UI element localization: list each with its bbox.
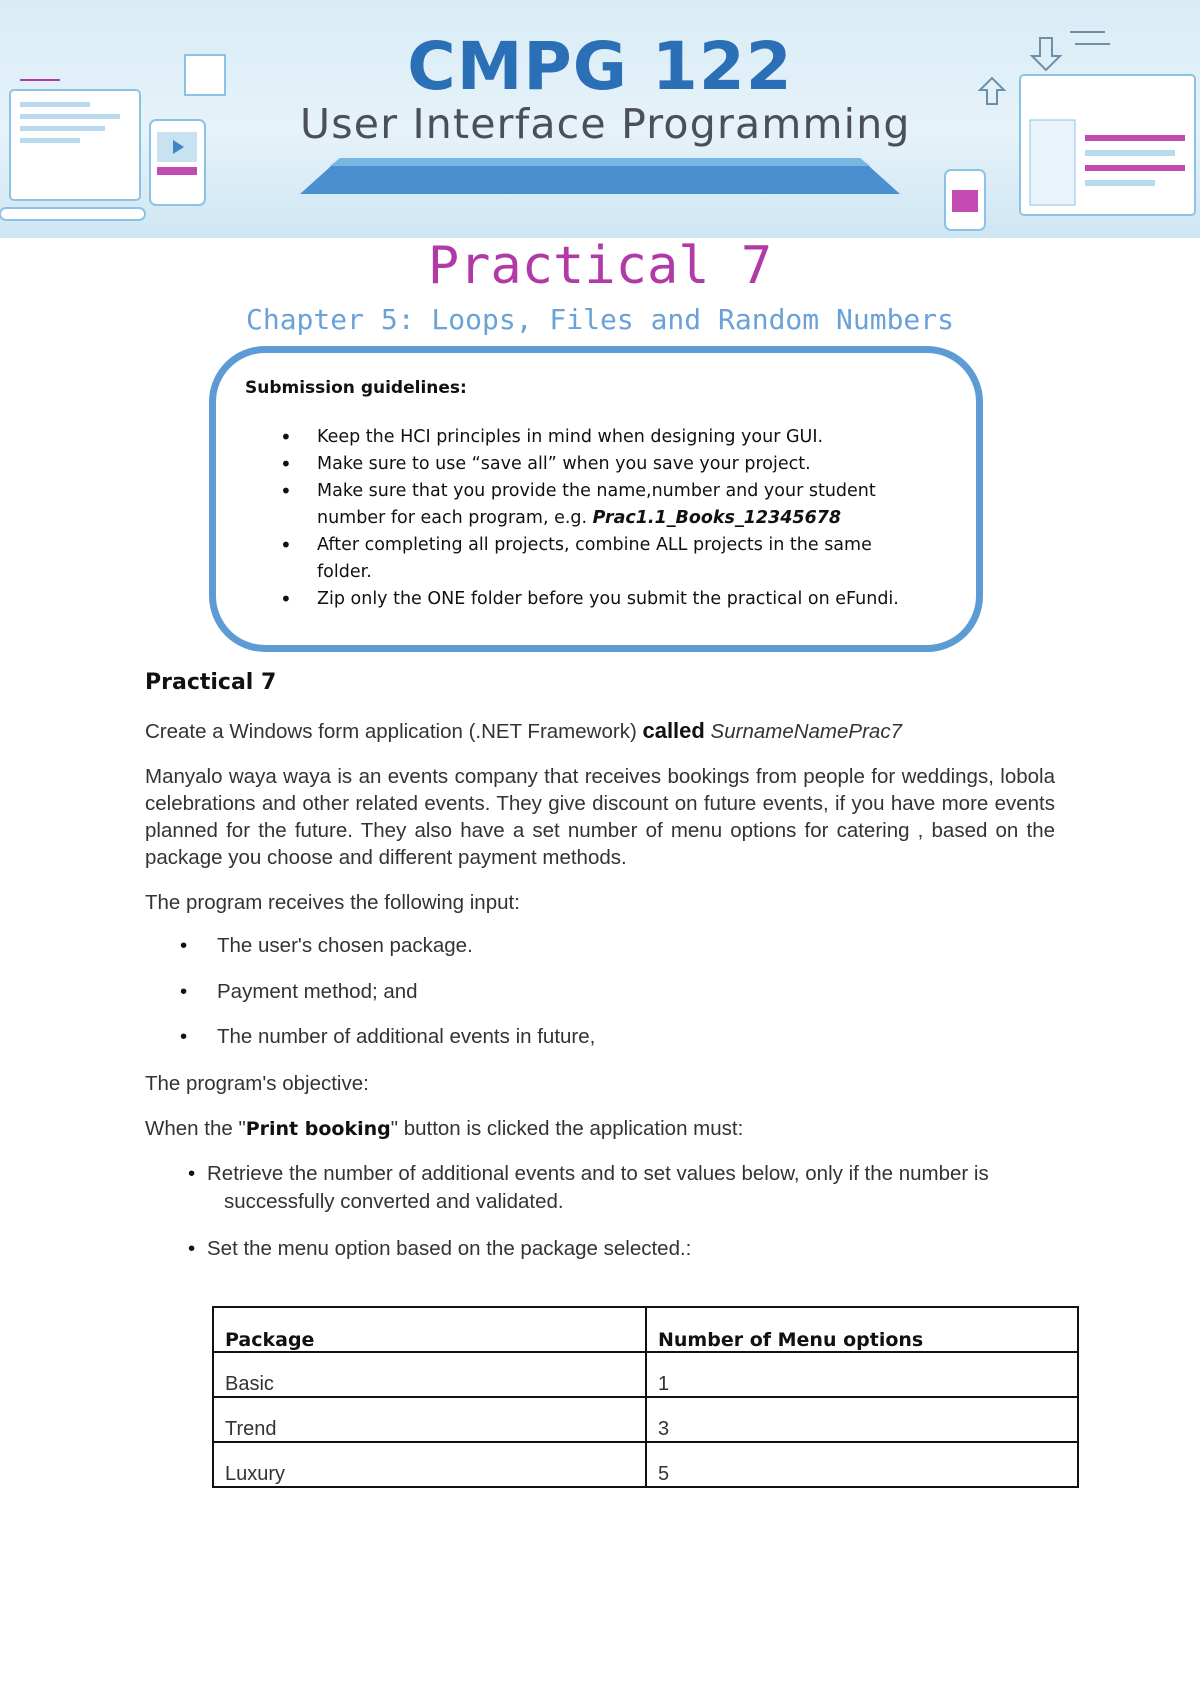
- list-item: • Set the menu option based on the package selected.:: [188, 1235, 1068, 1263]
- list-item: • Make sure that you provide the name,number and your student number for each program, e.g. Prac1.1_Books_12345678: [280, 478, 920, 532]
- header-banner: [0, 0, 1200, 238]
- monitor-illustration-icon: [900, 20, 1200, 235]
- table-row: [213, 1352, 1078, 1397]
- guidelines-heading: Submission guidelines:: [245, 378, 467, 398]
- table-row: [213, 1442, 1078, 1487]
- create-instruction: Create a Windows form application (.NET Framework) called SurnameNamePrac7: [145, 718, 902, 743]
- objective-label: The program's objective:: [145, 1072, 369, 1095]
- description-paragraph: Manyalo waya waya is an events company that receives bookings from people for weddings, lobola celebrations and other related events. They give discount on future events, if you have more events planned for the future. They also have a set number of menu options for catering , based on the package you choose and different payment methods.: [145, 765, 1055, 869]
- package-table: [212, 1306, 1079, 1488]
- list-item: • Zip only the ONE folder before you submit the practical on eFundi.: [280, 586, 920, 613]
- list-item: • Keep the HCI principles in mind when designing your GUI.: [280, 424, 920, 451]
- course-code: CMPG 122: [407, 28, 793, 105]
- table-cell: Basic: [213, 1352, 646, 1397]
- app-name: SurnameNamePrac7: [710, 720, 902, 743]
- inputs-list: [180, 932, 595, 1069]
- list-item: • After completing all projects, combine ALL projects in the same folder.: [280, 532, 920, 586]
- list-item: • Payment method; and: [180, 978, 595, 1024]
- list-item: • Make sure to use “save all” when you save your project.: [280, 451, 920, 478]
- list-item: • The number of additional events in future,: [180, 1023, 595, 1069]
- button-instruction: When the "Print booking" button is clicked the application must:: [145, 1117, 744, 1140]
- objectives-list-2: [188, 1235, 1068, 1263]
- banner-stripe-decoration: [300, 156, 900, 196]
- chapter-subtitle: Chapter 5: Loops, Files and Random Numbers: [245, 303, 954, 336]
- example-filename: Prac1.1_Books_12345678: [592, 508, 842, 528]
- table-cell: Luxury: [213, 1442, 646, 1487]
- table-cell: 1: [646, 1352, 1078, 1397]
- table-cell: Trend: [213, 1397, 646, 1442]
- section-heading: Practical 7: [145, 670, 277, 695]
- print-booking-label: Print booking: [245, 1118, 391, 1140]
- input-intro: The program receives the following input:: [145, 891, 520, 914]
- table-cell: 3: [646, 1397, 1078, 1442]
- table-header: Package: [213, 1307, 646, 1352]
- guidelines-list: [280, 424, 920, 613]
- page-title: Practical 7: [427, 236, 773, 296]
- table-header: Number of Menu options: [646, 1307, 1078, 1352]
- table-header-row: [213, 1307, 1078, 1352]
- course-name: User Interface Programming: [300, 100, 911, 148]
- table-cell: 5: [646, 1442, 1078, 1487]
- list-item: • Retrieve the number of additional events and to set values below, only if the number is successfully converted and validated.: [188, 1160, 1068, 1216]
- objectives-list: [188, 1160, 1068, 1216]
- table-row: [213, 1397, 1078, 1442]
- list-item: • The user's chosen package.: [180, 932, 595, 978]
